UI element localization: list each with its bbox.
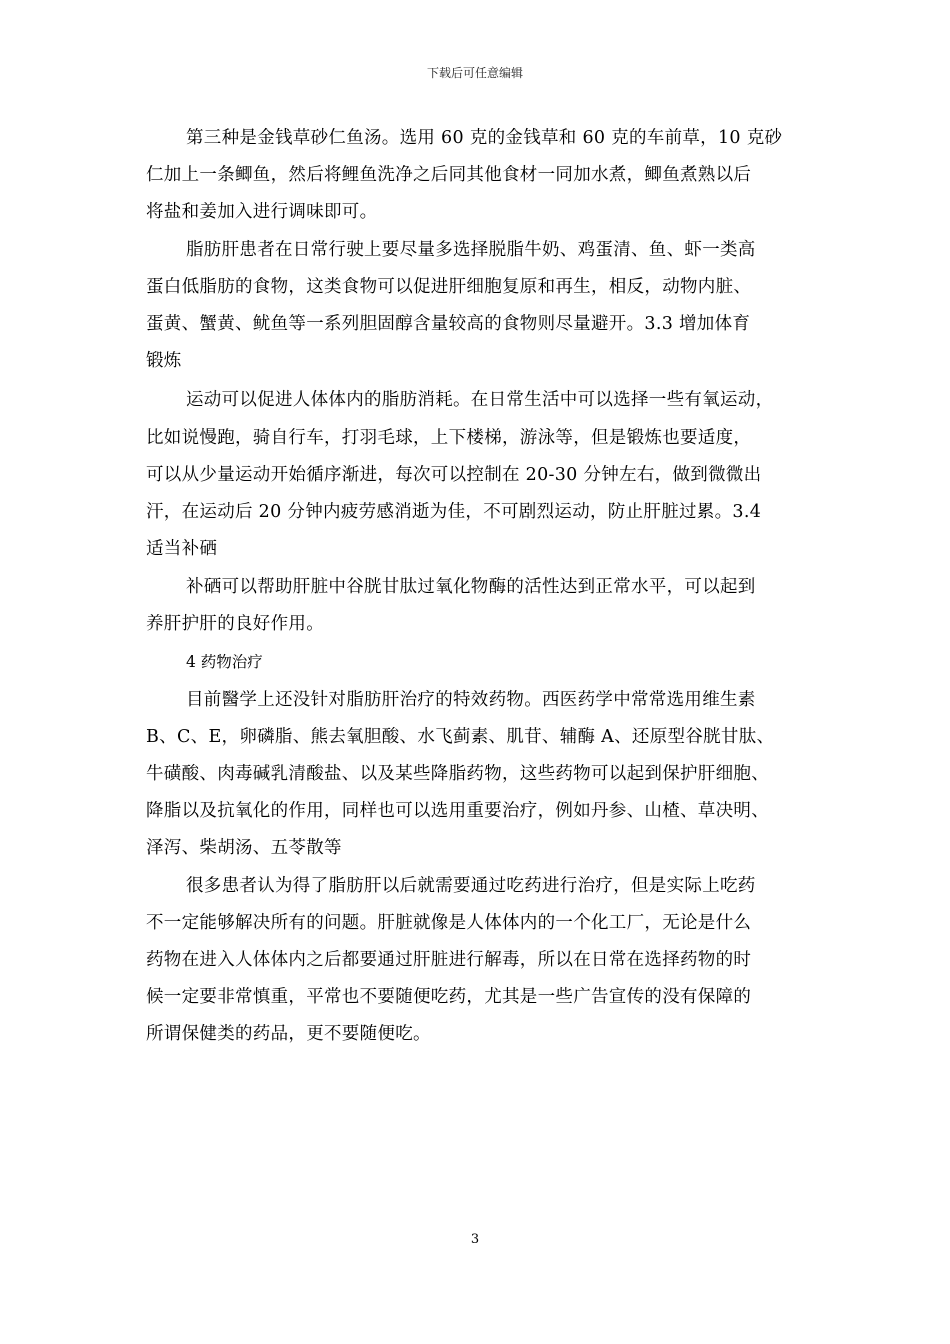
paragraph-line: 很多患者认为得了脂肪肝以后就需要通过吃药进行治疗，但是实际上吃药 [186, 876, 756, 896]
paragraph-line: 适当补硒 [146, 539, 218, 559]
section-heading: 4 药物治疗 [186, 653, 263, 671]
paragraph-line: 比如说慢跑，骑自行车，打羽毛球，上下楼梯，游泳等，但是锻炼也要适度， [146, 428, 752, 448]
paragraph-line: 补硒可以帮助肝脏中谷胱甘肽过氧化物酶的活性达到正常水平，可以起到 [186, 577, 756, 597]
page-header: 下载后可任意编辑 [426, 66, 523, 80]
paragraph-line: 药物在进入人体体内之后都要通过肝脏进行解毒，所以在日常在选择药物的时 [146, 950, 752, 970]
paragraph-line: 可以从少量运动开始循序渐进，每次可以控制在 20-30 分钟左右，做到微微出 [146, 465, 762, 485]
paragraph-line: 养肝护肝的良好作用。 [146, 614, 324, 634]
paragraph-line: 汗，在运动后 20 分钟内疲劳感消逝为佳，不可剧烈运动，防止肝脏过累。3.4 [146, 502, 762, 522]
paragraph-line: 目前醫学上还没针对脂肪肝治疗的特效药物。西医药学中常常选用维生素 [186, 690, 756, 710]
paragraph-line: 泽泻、柴胡汤、五苓散等 [146, 838, 342, 858]
paragraph-line: 蛋白低脂肪的食物，这类食物可以促进肝细胞复原和再生，相反，动物内脏、 [146, 277, 752, 297]
paragraph-line: 第三种是金钱草砂仁鱼汤。选用 60 克的金钱草和 60 克的车前草，10 克砂 [186, 128, 783, 148]
page-number: 3 [470, 1232, 480, 1247]
paragraph-line: 所谓保健类的药品，更不要随便吃。 [146, 1024, 431, 1044]
paragraph-line: 牛磺酸、肉毒碱乳清酸盐、以及某些降脂药物，这些药物可以起到保护肝细胞、 [146, 764, 769, 784]
paragraph-line: 锻炼 [146, 351, 182, 371]
paragraph-line: B、C、E，卵磷脂、熊去氧胆酸、水飞蓟素、肌苷、辅酶 A、还原型谷胱甘肽、 [146, 727, 775, 747]
paragraph-line: 候一定要非常慎重，平常也不要随便吃药，尤其是一些广告宣传的没有保障的 [146, 987, 752, 1007]
paragraph-line: 仁加上一条鲫鱼，然后将鲤鱼洗净之后同其他食材一同加水煮，鲫鱼煮熟以后 [146, 165, 752, 185]
paragraph-line: 不一定能够解决所有的问题。肝脏就像是人体体内的一个化工厂，无论是什么 [146, 913, 752, 933]
paragraph-line: 蛋黄、蟹黄、鱿鱼等一系列胆固醇含量较高的食物则尽量避开。3.3 增加体育 [146, 314, 751, 334]
paragraph-line: 降脂以及抗氧化的作用，同样也可以选用重要治疗，例如丹参、山楂、草决明、 [146, 801, 769, 821]
paragraph-line: 脂肪肝患者在日常行驶上要尽量多选择脱脂牛奶、鸡蛋清、鱼、虾一类高 [186, 240, 756, 260]
paragraph-line: 运动可以促进人体体内的脂肪消耗。在日常生活中可以选择一些有氧运动， [186, 390, 774, 410]
paragraph-line: 将盐和姜加入进行调味即可。 [146, 202, 378, 222]
